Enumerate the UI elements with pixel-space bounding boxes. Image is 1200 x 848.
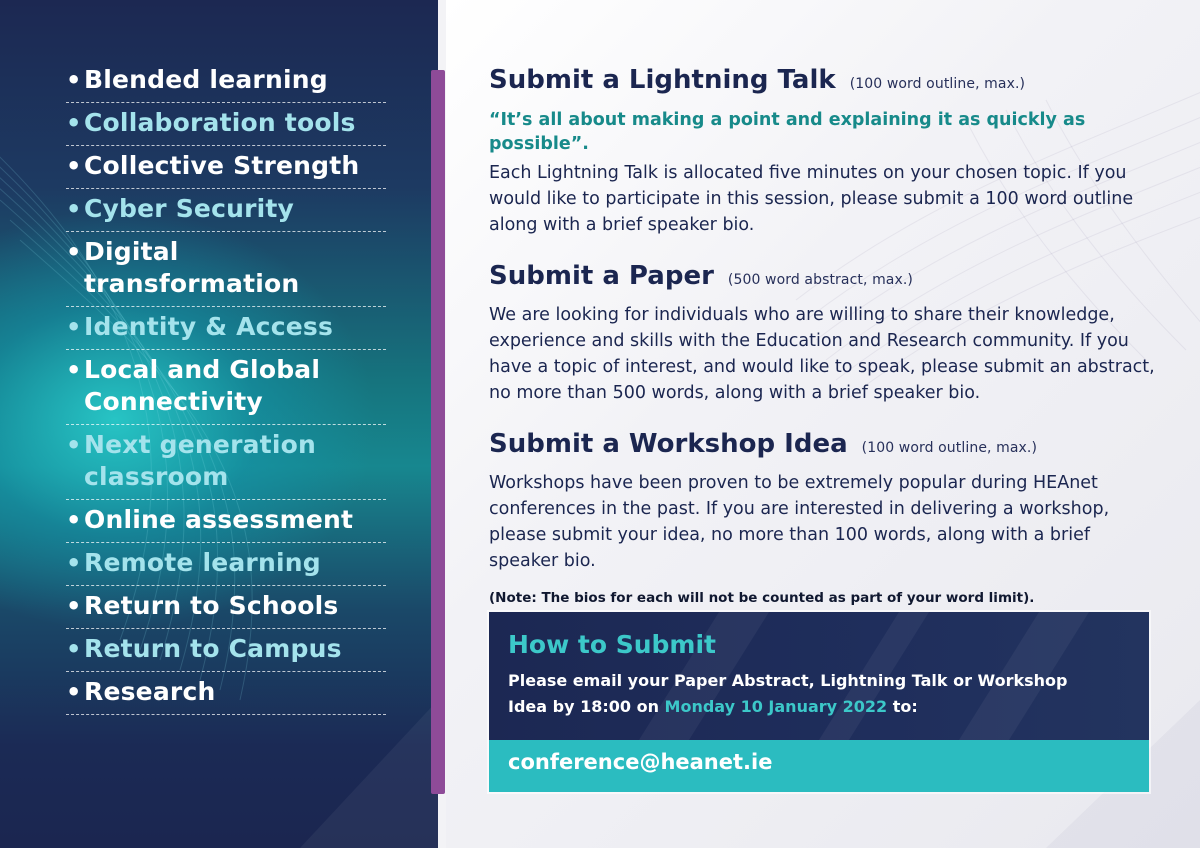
- bullet-icon: •: [66, 195, 82, 223]
- bullet-icon: •: [66, 592, 82, 620]
- how-to-submit-box: [489, 612, 1149, 792]
- lightning-section: [489, 62, 1161, 238]
- bullet-icon: •: [66, 356, 82, 384]
- topic-item: [66, 232, 386, 307]
- topic-label: Digital transformation: [84, 237, 300, 298]
- email-bar: [489, 740, 1149, 792]
- lightning-title: Submit a Lightning Talk: [489, 65, 836, 95]
- vertical-divider: [431, 70, 445, 794]
- workshop-title: Submit a Workshop Idea: [489, 429, 848, 459]
- bullet-icon: •: [66, 152, 82, 180]
- topic-item: [66, 60, 386, 103]
- workshop-section: [489, 426, 1161, 574]
- topic-label: Return to Campus: [84, 634, 342, 663]
- bullet-icon: •: [66, 678, 82, 706]
- topic-label: Cyber Security: [84, 194, 295, 223]
- topic-item: [66, 307, 386, 350]
- bullet-icon: •: [66, 431, 82, 459]
- topic-item: [66, 586, 386, 629]
- topic-label: Identity & Access: [84, 312, 334, 341]
- topics-panel: [0, 0, 438, 848]
- bullet-icon: •: [66, 109, 82, 137]
- topic-label: Remote learning: [84, 548, 321, 577]
- workshop-note: (100 word outline, max.): [861, 440, 1038, 456]
- topic-item: [66, 189, 386, 232]
- topic-label: Research: [84, 677, 216, 706]
- topic-label: Local and Global Connectivity: [84, 355, 321, 416]
- how-to-submit-heading: How to Submit: [508, 630, 716, 659]
- workshop-body: Workshops have been proven to be extremely popular during HEAnet conferences in the past. If you are interested in delivering a workshop, please submit your idea, no more than 100 words, along with a brief speaker bio.: [489, 473, 1110, 571]
- topic-label: Return to Schools: [84, 591, 339, 620]
- paper-heading: [489, 258, 1161, 298]
- bullet-icon: •: [66, 635, 82, 663]
- bullet-icon: •: [66, 506, 82, 534]
- topic-label: Collective Strength: [84, 151, 360, 180]
- submit-instructions: [508, 668, 1068, 720]
- lightning-note: (100 word outline, max.): [849, 76, 1026, 92]
- bullet-icon: •: [66, 313, 82, 341]
- topic-label: Blended learning: [84, 65, 328, 94]
- paper-title: Submit a Paper: [489, 261, 714, 291]
- bullet-icon: •: [66, 66, 82, 94]
- topic-item: [66, 350, 386, 425]
- lightning-heading: [489, 62, 1161, 102]
- topic-item: [66, 500, 386, 543]
- topic-item: [66, 146, 386, 189]
- topic-item: [66, 672, 386, 715]
- paper-note: (500 word abstract, max.): [727, 272, 913, 288]
- submission-info: [489, 62, 1161, 606]
- bios-footnote: (Note: The bios for each will not be counted as part of your word limit).: [489, 590, 1035, 606]
- topic-label: Online assessment: [84, 505, 354, 534]
- bullet-icon: •: [66, 549, 82, 577]
- topic-item: [66, 629, 386, 672]
- lightning-quote: “It’s all about making a point and explaining it as quickly as possible”.: [489, 110, 1086, 154]
- topic-item: [66, 103, 386, 146]
- submit-text: Please email your Paper Abstract, Lightning Talk or Workshop Idea by 18:00 on: [508, 671, 1068, 716]
- topic-item: [66, 425, 386, 500]
- topic-label: Collaboration tools: [84, 108, 356, 137]
- submit-instructions-panel: [489, 612, 1149, 740]
- topic-label: Next generation classroom: [84, 430, 316, 491]
- topic-list: [66, 60, 386, 715]
- submission-email-link[interactable]: conference@heanet.ie: [508, 750, 773, 774]
- topic-item: [66, 543, 386, 586]
- deadline-date: Monday 10 January 2022: [664, 697, 888, 716]
- paper-body: We are looking for individuals who are willing to share their knowledge, experience and skills with the Education and Research community. If you have a topic of interest, and would like to speak, please submit an abstract, no more than 500 words, along with a brief speaker bio.: [489, 305, 1155, 403]
- bullet-icon: •: [66, 238, 82, 266]
- lightning-body: Each Lightning Talk is allocated five minutes on your chosen topic. If you would like to participate in this session, please submit a 100 word outline along with a brief speaker bio.: [489, 163, 1134, 235]
- workshop-heading: [489, 426, 1161, 466]
- submit-text-end: to:: [887, 697, 918, 716]
- paper-section: [489, 258, 1161, 406]
